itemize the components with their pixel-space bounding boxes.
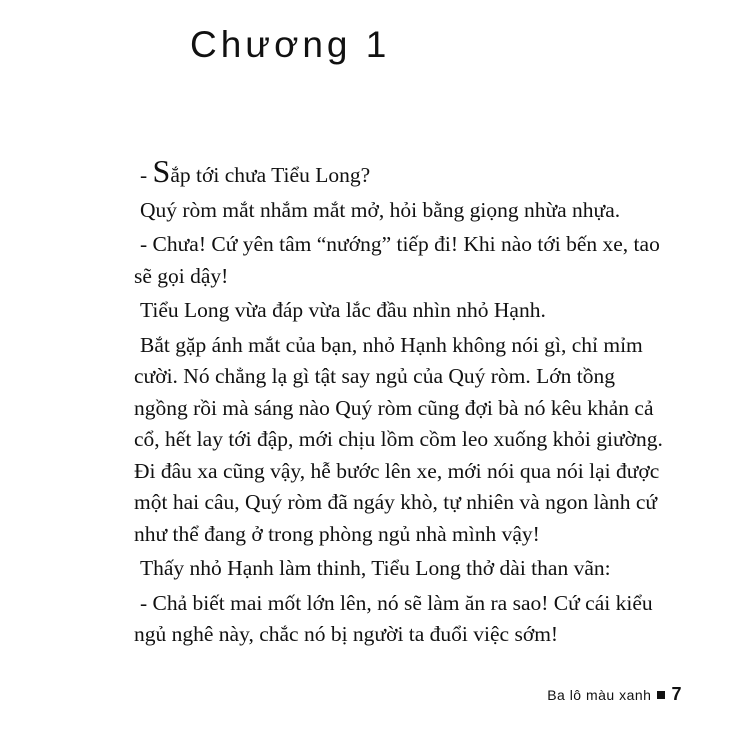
- page-number: 7: [671, 684, 682, 704]
- paragraph-3: - Chưa! Cứ yên tâm “nướng” tiếp đi! Khi nào tới bến xe, tao sẽ gọi dậy!: [134, 232, 660, 288]
- footer-book-title: Ba lô màu xanh: [547, 686, 652, 703]
- paragraph-1: [134, 153, 674, 192]
- paragraph-1-text: ắp tới chưa Tiểu Long?: [170, 163, 371, 187]
- square-bullet-icon: [657, 691, 665, 699]
- paragraph-4: Tiểu Long vừa đáp vừa lắc đầu nhìn nhỏ Hạnh.: [140, 298, 546, 322]
- paragraph-6: Thấy nhỏ Hạnh làm thinh, Tiểu Long thở dài than vãn:: [140, 556, 611, 580]
- body-text: [134, 153, 674, 654]
- dialogue-dash: -: [140, 163, 153, 187]
- chapter-title: Chương 1: [190, 24, 391, 65]
- paragraph-7: - Chả biết mai mốt lớn lên, nó sẽ làm ăn ra sao! Cứ cái kiểu ngủ nghê này, chắc nó bị người ta đuổi việc sớm!: [134, 590, 653, 646]
- paragraph-5: Bắt gặp ánh mắt của bạn, nhỏ Hạnh không nói gì, chỉ mỉm cười. Nó chẳng lạ gì tật say ngủ của Quý ròm. Lớn tồng ngồng rồi mà sáng nào Quý ròm cũng đợi bà nó kêu khản cả cổ, hết lay tới đập, mới chịu lồm cồm leo xuống khỏi giường. Đi đâu xa cũng vậy, hễ bước lên xe, mới nói qua nói lại được một hai câu, Quý ròm đã ngáy khò, tự nhiên và ngon lành cứ như thể đang ở trong phòng ngủ nhà mình vậy!: [134, 332, 663, 546]
- page-footer: [547, 684, 682, 705]
- drop-cap: S: [152, 153, 171, 189]
- paragraph-2: Quý ròm mắt nhắm mắt mở, hỏi bằng giọng nhừa nhựa.: [140, 197, 621, 222]
